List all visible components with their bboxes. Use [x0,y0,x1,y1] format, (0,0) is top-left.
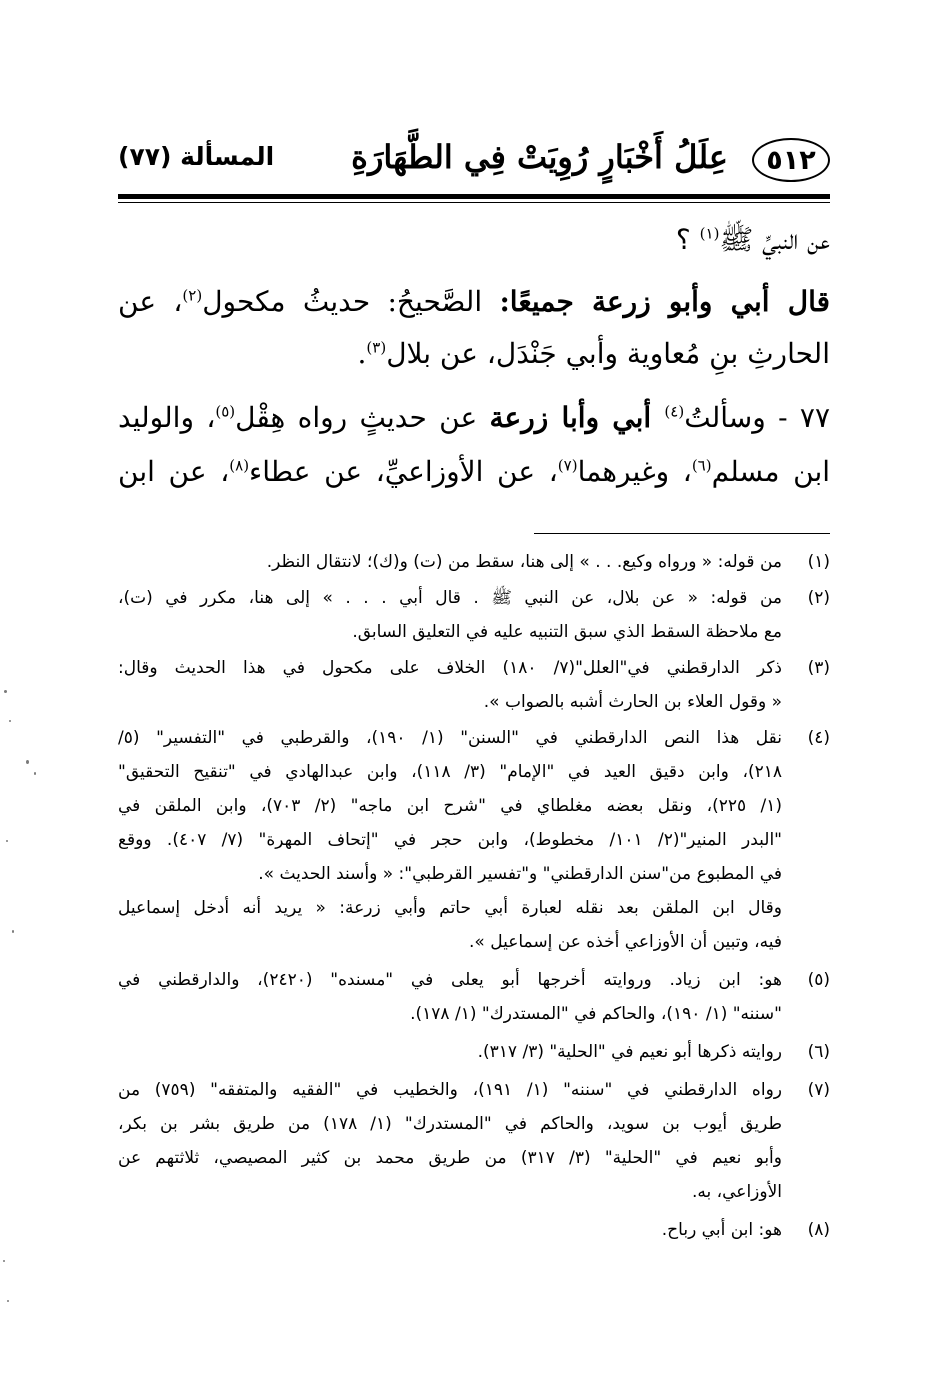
footnote-line: مع ملاحظة السقط الذي سبق التنبيه عليه في التعليق السابق. [352,622,782,642]
footnote-ref-1: (١) [699,224,720,243]
scan-speck [12,930,14,933]
footnote-line: من قوله: « ورواه وكيع. . . » إلى هنا، سقط من (ت) و(ك)؛ لانتقال النظر. [266,552,782,572]
footnote-line: وأبو نعيم في "الحلية" (٣/ ٣١٧) من طريق محمد بن كثير المصيصي، ثلاثتهم عن [118,1148,782,1168]
footnote-ref-8: (٨) [229,456,250,475]
footnote-line: "سننه" (١/ ١٩٠)، والحاكم في "المستدرك" (١/ ١٧٨). [410,1004,782,1024]
footnote-line: هو: ابن زياد. وروايته أخرجها أبو يعلى في "مسنده" (٢٤٢٠)، والدارقطني في [118,970,783,990]
footnote-line: الأوزاعي، به. [691,1182,782,1202]
header-rule-thin [118,202,830,203]
scan-speck [7,1300,9,1302]
header-rule-thick [118,194,830,199]
footnote-line: (١/ ٢٢٥)، ونقل بعضه مغلطاي في "شرح ابن ماجه" (٢/ ٧٠٣)، وابن الملقن في [118,796,782,816]
footnote-line: في المطبوع من"سنن الدارقطني" و"تفسير القرطبي": « وأسند الحديث ». [258,864,782,884]
footnote-number: (٦) [807,1042,830,1062]
footnote-ref-4: (٤) [664,402,685,421]
footnote-line: "البدر المنير"(٢/ ١٠١/ مخطوط)، وابن حجر في "إتحاف المهرة" (٧/ ٤٠٧). ووقع [118,830,782,850]
footnote-number: (٣) [807,658,830,678]
text-line-3: الحارثِ بنِ مُعاوية وأبي جَنْدَل، عن بلال$^{(٣)}$. [357,337,830,370]
footnote-line: فيه، وتبين أن الأوزاعي أخذه عن إسماعيل ». [469,932,782,952]
speakers-bold: قال أبي وأبو زرعة جميعًا: [499,285,830,318]
scan-speck [26,760,29,764]
footnote-ref-2: (٢) [182,286,203,305]
footnote-line: نقل هذا النص الدارقطني في "السنن" (١/ ١٩٠)، والقرطبي في "التفسير" (٥/ [118,728,782,748]
footnote-line: طريق أيوب بن سويد، والحاكم في "المستدرك" (١/ ١٧٨) من طريق بشر بن بكر، [118,1114,783,1134]
footnote-line: رواه الدارقطني في "سننه" (١/ ١٩١)، والخطيب في "الفقيه والمتفقه" (٧٥٩) من [118,1080,782,1100]
footnote-number: (١) [807,552,830,572]
scan-speck [4,690,7,693]
footnote-line: « وقول العلاء بن الحارث أشبه بالصواب ». [483,692,782,712]
footnote-line: ذكر الدارقطني في"العلل"(٧/ ١٨٠) الخلاف على مكحول في هذا الحديث وقال: [118,658,782,678]
section-label: المسألة (٧٧) [118,142,275,171]
text-line-1: عن النبيِّ ﷺ$^{(١)}$ ؟ [675,223,830,256]
scan-speck [34,772,36,775]
footnote-number: (٤) [807,728,830,748]
page-header [118,138,830,190]
question-77-line-1: ٧٧ - وسألتُ$^{(٤)}$ أبي وأبا زرعة عن حديثٍ رواه هِقْل$^{(٥)}$، والوليد [118,401,830,434]
scan-speck [3,1260,5,1262]
footnote-line: من قوله: « عن بلال، عن النبي ﷺ . قال أبي . . . » إلى هنا، مكرر في (ت)، [118,588,782,608]
text-line-2: قال أبي وأبو زرعة جميعًا: الصَّحيحُ: حديثُ مكحول$^{(٢)}$، عن [118,285,830,318]
footnote-number: (٢) [807,588,830,608]
scan-speck [6,840,8,842]
footnote-line: هو: ابن أبي رباح. [661,1220,782,1240]
footnote-line: روايته ذكرها أبو نعيم في "الحلية" (٣/ ٣١٧). [477,1042,782,1062]
footnote-number: (٥) [807,970,830,990]
footnote-line: وقال ابن الملقن بعد نقله لعبارة أبي حاتم وأبي زرعة: « يريد أنه أدخل إسماعيل [118,898,782,918]
footnote-number: (٨) [807,1220,830,1240]
book-title: عِلَلُ أَخْبَارٍ رُوِيَتْ فِي الطَّهَارَةِ [351,138,728,176]
scan-speck [9,720,11,722]
footnote-line: ٢١٨)، وابن دقيق العيد في "الإمام" (٣/ ١١٨)، وابن عبدالهادي في "تنقيح التحقيق" [118,762,782,782]
footnote-number: (٧) [807,1080,830,1100]
footnote-separator [534,533,830,534]
footnote-ref-3: (٣) [366,338,387,357]
question-77-line-2: ابن مسلم$^{(٦)}$، وغيرهما$^{(٧)}$، عن الأوزاعيِّ، عن عطاء$^{(٨)}$، عن ابن [118,455,831,488]
footnote-ref-6: (٦) [691,456,712,475]
page-number: ٥١٢ [752,138,830,182]
footnote-ref-5: (٥) [215,402,236,421]
footnote-ref-7: (٧) [557,456,578,475]
